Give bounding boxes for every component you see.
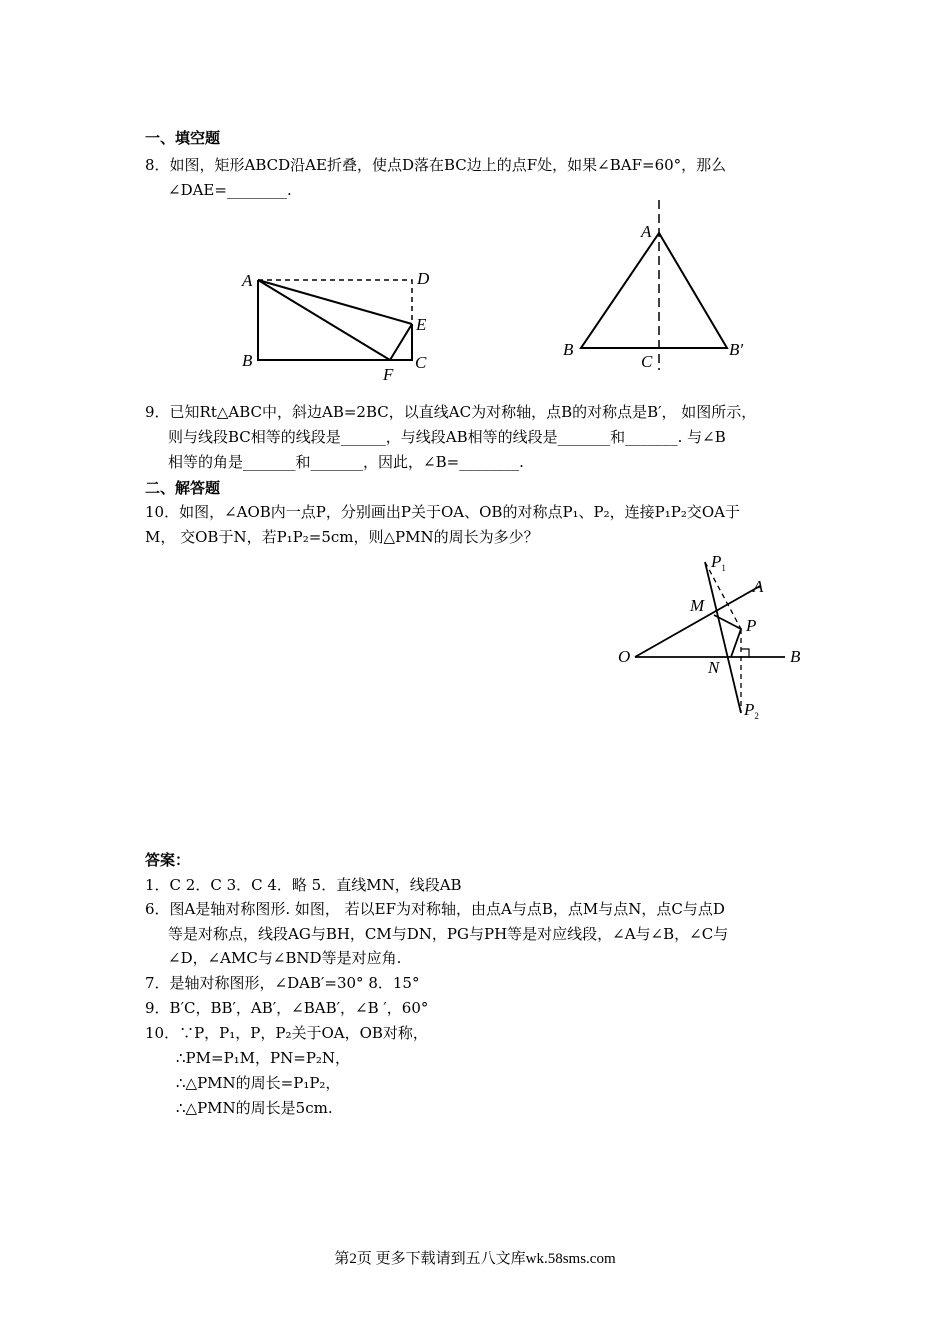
answer-1-5: 1．C 2．C 3．C 4．略 5．直线MN，线段AB bbox=[145, 876, 462, 894]
triangle-symmetry-figure bbox=[555, 195, 785, 380]
label-d: D bbox=[417, 269, 430, 288]
fold-line-ae bbox=[258, 280, 412, 324]
answer-7-8: 7．是轴对称图形，∠DAB′=30° 8．15° bbox=[145, 974, 420, 992]
label-p1: $P_1$ bbox=[711, 552, 726, 573]
answers-heading: 答案： bbox=[145, 851, 191, 869]
answer-9: 9．B′C，BB′，AB′，∠BAB′，∠B ′，60° bbox=[145, 999, 429, 1017]
answer-10-line2: ∴PM=P₁M，PN=P₂N， bbox=[176, 1049, 351, 1067]
triangle-abb bbox=[581, 233, 727, 348]
label-o: O bbox=[618, 647, 631, 666]
label-b: B bbox=[563, 340, 574, 359]
question-9-line3: 相等的角是_______和_______，因此，∠B=________. bbox=[168, 453, 524, 471]
label-b: B bbox=[790, 647, 801, 666]
angle-reflection-figure bbox=[610, 545, 820, 730]
rectangle-fold-figure bbox=[230, 260, 440, 385]
section-heading-fill-blank: 一、填空题 bbox=[145, 129, 221, 147]
answer-10-line3: ∴△PMN的周长=P₁P₂， bbox=[176, 1074, 341, 1092]
question-8-line1: 8．如图，矩形ABCD沿AE折叠，使点D落在BC边上的点F处，如果∠BAF=60°，那么 bbox=[145, 156, 727, 174]
label-m: M bbox=[690, 596, 705, 615]
section-heading-solve: 二、解答题 bbox=[145, 479, 221, 497]
label-a: A bbox=[242, 271, 253, 290]
label-p: P bbox=[746, 616, 757, 635]
answer-6-line2: 等是对称点，线段AG与BH，CM与DN，PG与PH等是对应线段，∠A与∠B，∠C与 bbox=[168, 925, 729, 943]
segment-fe bbox=[390, 324, 412, 360]
label-p2: $P_2$ bbox=[744, 700, 759, 721]
question-9-line1: 9．已知Rt△ABC中，斜边AB=2BC，以直线AC为对称轴，点B的对称点是B′， 如图所示， bbox=[145, 403, 757, 421]
question-10-line1: 10．如图，∠AOB内一点P，分别画出P关于OA、OB的对称点P₁、P₂，连接P₁P₂交OA于 bbox=[145, 503, 741, 521]
answer-10-line1: 10．∵P，P₁，P，P₂关于OA，OB对称， bbox=[145, 1024, 428, 1042]
question-10-line2: M， 交OB于N，若P₁P₂=5cm，则△PMN的周长为多少？ bbox=[145, 528, 539, 546]
label-a: A bbox=[641, 222, 652, 241]
segment-p1p2 bbox=[705, 562, 741, 713]
fold-line-af bbox=[258, 280, 390, 360]
answer-6-line3: ∠D，∠AMC与∠BND等是对应角. bbox=[168, 949, 402, 967]
label-c: C bbox=[641, 352, 653, 371]
label-f: F bbox=[383, 365, 394, 384]
answer-10-line4: ∴△PMN的周长是5cm. bbox=[176, 1099, 333, 1117]
page-footer: 第2页 更多下载请到五八文库wk.58sms.com bbox=[334, 1251, 616, 1267]
label-c: C bbox=[415, 353, 427, 372]
answer-6-line1: 6．图A是轴对称图形. 如图， 若以EF为对称轴，由点A与点B，点M与点N，点C与点D bbox=[145, 900, 725, 918]
right-angle-mark bbox=[741, 649, 749, 657]
rect-solid-edges bbox=[258, 280, 412, 360]
question-8-line2: ∠DAE=________. bbox=[168, 181, 292, 199]
label-a: A bbox=[753, 577, 764, 596]
question-9-line2: 则与线段BC相等的线段是______，与线段AB相等的线段是_______和_______. 与∠B bbox=[168, 428, 726, 446]
label-b-prime: B′ bbox=[729, 340, 744, 359]
label-n: N bbox=[708, 658, 720, 677]
label-b: B bbox=[242, 351, 253, 370]
label-e: E bbox=[416, 315, 427, 334]
